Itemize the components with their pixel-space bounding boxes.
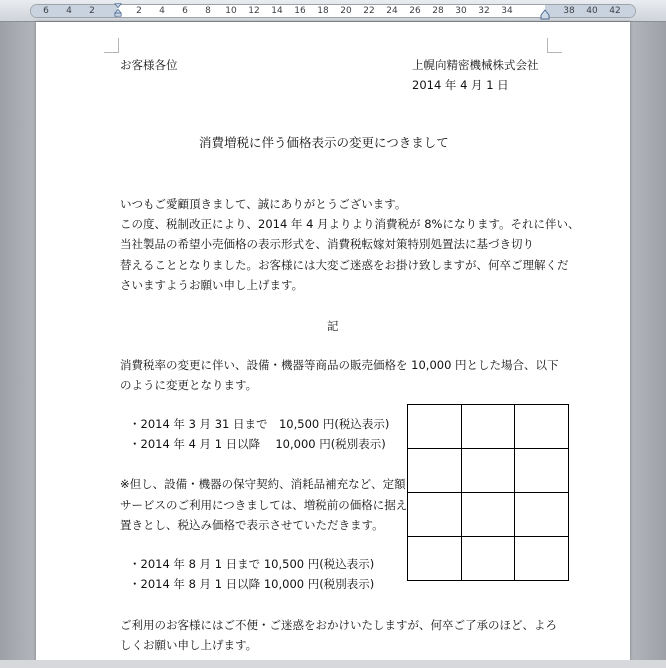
price-bullet: ・2014 年 8 月 1 日まで 10,500 円(税込表示) <box>129 557 375 571</box>
document-page[interactable] <box>36 22 630 668</box>
ruler-number: 24 <box>386 6 398 16</box>
table-cell[interactable] <box>408 405 462 449</box>
table-cell[interactable] <box>408 537 462 581</box>
table-cell[interactable] <box>408 493 462 537</box>
price-bullet: ・2014 年 4 月 1 日以降 10,000 円(税別表示) <box>129 437 386 451</box>
table-row <box>408 537 569 581</box>
table-cell[interactable] <box>408 449 462 493</box>
table-cell[interactable] <box>515 405 569 449</box>
crop-mark <box>104 38 119 53</box>
workspace-left <box>0 22 36 668</box>
ruler-number: 8 <box>205 6 211 16</box>
workspace-right <box>630 22 666 668</box>
note-line: ※但し、設備・機器の保守契約、消耗品補充など、定額 <box>120 477 406 491</box>
ruler-number: 10 <box>225 6 237 16</box>
ruler-number: 40 <box>586 6 598 16</box>
ruler-number: 12 <box>248 6 260 16</box>
ruler-number: 26 <box>409 6 421 16</box>
ruler-number: 4 <box>159 6 165 16</box>
ruler-number: 42 <box>609 6 621 16</box>
empty-grid-table[interactable] <box>407 404 569 581</box>
change-line: のように変更となります。 <box>120 378 258 392</box>
ruler-number: 30 <box>455 6 467 16</box>
intro-line: この度、税制改正により、2014 年 4 月よりより消費税が 8%になります。それに伴い、 <box>120 217 580 231</box>
ruler-number: 28 <box>432 6 444 16</box>
ruler-number: 16 <box>294 6 306 16</box>
intro-line: 当社製品の希望小売価格の表示形式を、消費税転嫁対策特別処置法に基づき切り <box>120 237 534 251</box>
horizontal-ruler[interactable] <box>0 0 666 22</box>
document-date: 2014 年 4 月 1 日 <box>412 78 509 92</box>
intro-line: 替えることとなりました。お客様には大変ご迷惑をお掛け致しますが、何卒ご理解くだ <box>120 258 569 272</box>
recipient-line: お客様各位 <box>120 58 178 72</box>
table-row <box>408 449 569 493</box>
ruler-number: 34 <box>501 6 513 16</box>
ruler-number: 14 <box>271 6 283 16</box>
ruler-number: 18 <box>317 6 329 16</box>
note-line: サービスのご利用につきましては、増税前の価格に据え <box>120 498 408 512</box>
table-cell[interactable] <box>515 449 569 493</box>
table-cell[interactable] <box>461 405 515 449</box>
ruler-number: 22 <box>363 6 375 16</box>
change-line: 消費税率の変更に伴い、設備・機器等商品の販売価格を 10,000 円とした場合、以下 <box>120 358 559 372</box>
bottom-strip <box>0 660 666 668</box>
price-bullet: ・2014 年 3 月 31 日まで 10,500 円(税込表示) <box>129 417 390 431</box>
document-title: 消費増税に伴う価格表示の変更につきまして <box>199 135 449 150</box>
ruler-number: 6 <box>43 6 49 16</box>
company-name: 上幌向精密機械株式会社 <box>412 58 539 72</box>
table-cell[interactable] <box>515 537 569 581</box>
price-bullet: ・2014 年 8 月 1 日以降 10,000 円(税別表示) <box>129 577 375 591</box>
intro-line: いつもご愛顧頂きまして、誠にありがとうございます。 <box>120 197 407 211</box>
right-indent-marker-icon[interactable] <box>540 8 550 22</box>
table-row <box>408 493 569 537</box>
table-cell[interactable] <box>461 449 515 493</box>
ruler-number: 32 <box>478 6 490 16</box>
ki-heading: 記 <box>327 319 339 333</box>
closing-line: ご利用のお客様にはご不便・ご迷惑をおかけいたしますが、何卒ご了承のほど、よろ <box>120 618 557 632</box>
left-indent-marker-icon[interactable] <box>113 3 123 17</box>
ruler-number: 6 <box>182 6 188 16</box>
table-row <box>408 405 569 449</box>
note-line: 置きとし、税込み価格で表示させていただきます。 <box>120 518 384 532</box>
table-cell[interactable] <box>515 493 569 537</box>
ruler-number: 20 <box>340 6 352 16</box>
ruler-number: 2 <box>89 6 95 16</box>
table-cell[interactable] <box>461 537 515 581</box>
crop-mark <box>547 38 562 53</box>
ruler-number: 2 <box>136 6 142 16</box>
intro-line: さいますようお願い申し上げます。 <box>120 278 304 292</box>
ruler-number: 4 <box>66 6 72 16</box>
ruler-number: 38 <box>563 6 575 16</box>
closing-line: しくお願い申し上げます。 <box>120 638 258 652</box>
table-cell[interactable] <box>461 493 515 537</box>
